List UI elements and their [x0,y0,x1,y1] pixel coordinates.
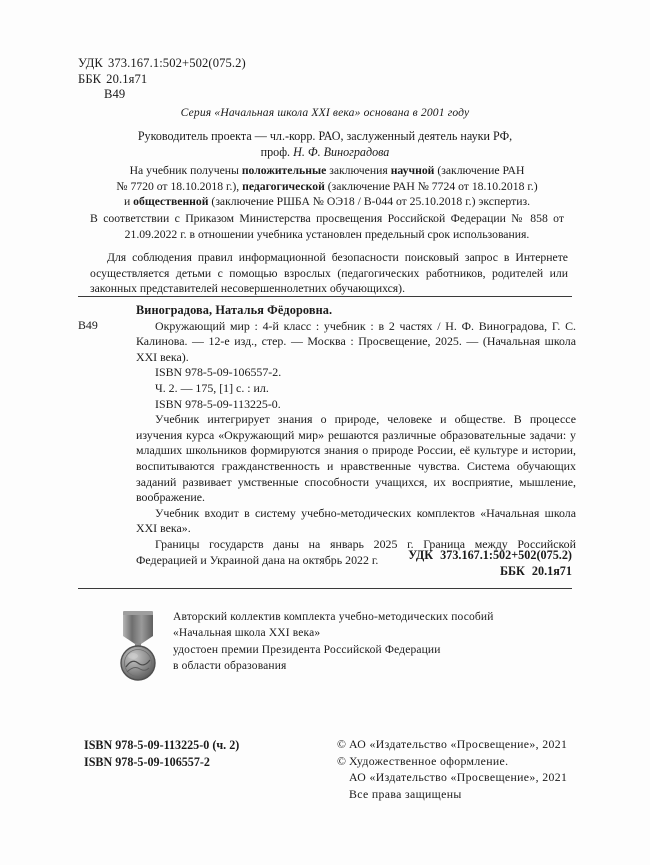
expertise-l1c: заключения [326,164,391,177]
expertise-l1e: (заключение РАН [434,164,525,177]
footer-isbn-part: ISBN 978-5-09-113225-0 (ч. 2) [84,738,240,752]
project-leader-line2 [78,144,572,160]
copyright-text-3: АО «Издательство «Просвещение», 2021 [349,770,568,785]
record-annotation-3: Границы государств даны на январь 2025 г. Граница между Российской Федерацией и Украиной дана на октябрь 2022 г. [136,536,576,567]
copyright-icon-1: © [337,737,346,751]
expertise-l1a: На учебник получены [129,164,242,177]
project-leader [78,128,572,161]
copyright-line-1 [337,736,567,753]
record-body [136,303,576,568]
udk-label-top: УДК [78,56,103,70]
expertise-l2a: № 7720 от 18.10.2018 г.), [116,179,243,193]
record-author: Виноградова, Наталья Фёдоровна. [136,303,333,317]
expertise-l2c: (заключение РАН № 7724 от 18.10.2018 г.) [324,179,538,193]
record-isbn-part: ISBN 978-5-09-113225-0. [155,396,281,411]
award-line-1: Авторский коллектив комплекта учебно-методических пособий [173,611,494,623]
project-leader-name: Н. Ф. Виноградова [293,145,390,160]
udk-value-bottom: 373.167.1:502+502(075.2) [440,548,572,562]
record-shelf-mark: В49 [78,318,98,332]
classification-codes-top [78,56,246,103]
award-line-2: «Начальная школа XXI века» [173,627,321,640]
record-part: Ч. 2. — 175, [1] с. : ил. [155,380,269,395]
record-annotation-2: Учебник входит в систему учебно-методических комплектов «Начальная школа XXI века». [136,505,576,536]
footer-isbn-block [84,737,239,771]
project-leader-prefix: проф. [260,145,294,160]
copyright-icon-2: © [337,753,346,768]
expertise-l1b: положительные [241,164,327,177]
order-note: В соответствии с Приказом Министерства просвещения Российской Федерации № 858 от 21.09.2022 г. в отношении учебника установлен предельный срок использования. [90,212,564,241]
udk-label-bottom: УДК [408,548,434,562]
expertise-l3c: (заключение РШБА № ОЭ18 / В-044 от 25.10.2018 г.) экспертиз. [208,195,531,209]
bbk-label-top: ББК [78,71,102,86]
award-line-4: в области образования [173,659,287,672]
series-note: Серия «Начальная школа XXI века» основана в 2001 году [180,106,470,119]
copyright-line-4 [337,786,567,803]
project-leader-line1: Руководитель проекта — чл.-корр. РАО, заслуженный деятель науки РФ, [137,129,513,143]
udk-row-bottom [78,547,572,563]
record-title: Окружающий мир : 4-й класс : учебник : в 2 частях / Н. Ф. Виноградова, Г. С. Калинова. — 12-е изд., стер. — Москва : Просвещение, 2025. — (Начальная школа XXI века). [136,318,576,364]
copyright-line-3 [337,769,567,786]
copyright-text-1: АО «Издательство «Просвещение», 2021 [349,737,568,751]
expertise-l3b: общественной [133,195,209,209]
copyright-line-2 [337,753,567,770]
record-annotation-1: Учебник интегрирует знания о природе, человеке и обществе. В процессе изучения курса «Окружающий мир» решаются различные образовательные задачи: у младших школьников формируются знания о природе России, её культуре и истории, воспитываются гражданственность и нравственные чувства. Система обучающих заданий развивает умственные способности учащихся, их восприятие, мышление, воображение. [136,412,576,505]
expertise-note [90,163,564,210]
expertise-l3a: и [123,195,134,209]
award-text [173,609,576,674]
bbk-row-top [78,72,246,88]
expertise-l1d: научной [390,164,435,177]
award-block [116,609,576,674]
bbk-label-bottom: ББК [499,564,525,579]
medal-icon [116,610,160,682]
divider-bottom [78,588,572,589]
udk-value-top: 373.167.1:502+502(075.2) [107,56,246,70]
award-line-3: удостоен премии Президента Российской Федерации [173,643,441,656]
bbk-value-top: 20.1я71 [106,71,148,86]
expertise-l2b: педагогической [242,179,325,193]
catalogue-record [78,303,576,568]
bbk-value-bottom: 20.1я71 [531,564,572,579]
copyright-text-4: Все права защищены [349,786,462,801]
divider-top [78,296,572,297]
classification-codes-bottom [78,547,572,579]
safety-note: Для соблюдения правил информационной безопасности поисковый запрос в Интернете осуществляется детьми с помощью взрослых (педагогических работников, родителей или законных представителей несовершеннолетних обучающихся). [90,251,568,296]
udk-row-top [78,56,246,72]
footer-copyright-block [337,736,567,802]
shelf-mark-top: В49 [104,87,126,102]
copyright-text-2: Художественное оформление. [349,753,509,768]
record-isbn-set: ISBN 978-5-09-106557-2. [155,365,282,380]
bbk-row-bottom [78,563,572,579]
footer-isbn-set: ISBN 978-5-09-106557-2 [84,755,210,769]
